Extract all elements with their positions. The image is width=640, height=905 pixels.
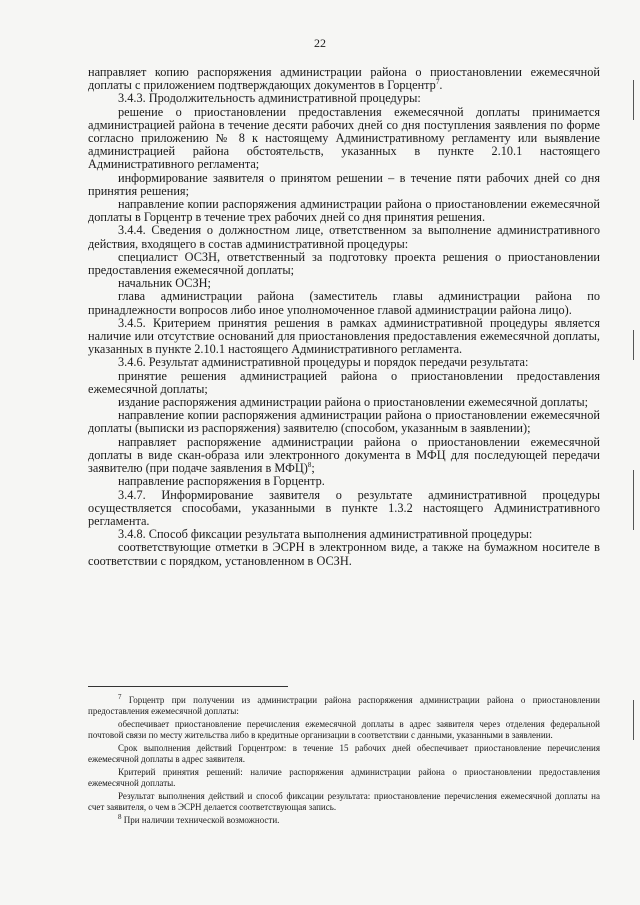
footnote-separator — [88, 686, 288, 687]
paragraph: 3.4.6. Результат административной процедуры и порядок передачи результата: — [118, 355, 529, 370]
paragraph: направляет копию распоряжения администрации района о приостановлении ежемесячной доплаты с приложением подтверждающих документов в Горцентр$^7$. — [88, 65, 600, 93]
scan-edge-mark — [633, 80, 634, 120]
footnote-marker: 7 — [118, 693, 122, 701]
paragraph: 3.4.4. Сведения о должностном лице, ответственном за выполнение административного действия, входящего в состав административной процедуры: — [88, 223, 600, 251]
paragraph: 3.4.8. Способ фиксации результата выполнения административной процедуры: — [118, 527, 533, 542]
document-body — [88, 66, 600, 568]
footnote-ref[interactable]: 7 — [435, 78, 440, 87]
footnotes — [88, 695, 600, 828]
footnote-marker: 8 — [118, 813, 122, 821]
paragraph: 3.4.5. Критерием принятия решения в рамках административной процедуры является наличие или отсутствие оснований для приостановления предоставления ежемесячной доплаты, указанных в пункте 2.10.1 настоящего Административного регламента. — [88, 315, 600, 357]
paragraph: 3.4.7. Информирование заявителя о результате административной процедуры осуществляется способами, указанными в пункте 1.3.2 настоящего Административного регламента. — [88, 487, 600, 528]
paragraph: принятие решения администрацией района о приостановлении предоставления ежемесячной доплаты; — [88, 368, 600, 396]
page-number: 22 — [314, 36, 326, 50]
footnote: $^8$ При наличии технической возможности. — [118, 813, 280, 825]
paragraph: направление распоряжения в Горцентр. — [118, 474, 325, 489]
footnote: Критерий принятия решений: наличие распоряжения администрации района о приостановлении предоставления ежемесячной доплаты. — [88, 767, 600, 788]
paragraph: начальник ОСЗН; — [118, 276, 211, 291]
paragraph: информирование заявителя о принятом решении – в течение пяти рабочих дней со дня принятия решения; — [88, 170, 600, 198]
scan-edge-mark — [633, 470, 634, 530]
paragraph: соответствующие отметки в ЭСРН в электронном виде, а также на бумажном носителе в соответствии с порядком, установленном в ОСЗН. — [88, 540, 600, 568]
paragraph: 3.4.3. Продолжительность административной процедуры: — [118, 91, 421, 106]
scan-edge-mark — [633, 330, 634, 360]
footnote: $^7$ Горцентр при получении из администрации района распоряжения администрации района о приостановлении предоставления ежемесячной доплаты: — [88, 693, 600, 716]
paragraph: направление копии распоряжения администрации района о приостановлении ежемесячной доплаты в Горцентр в течение трех рабочих дней со дня принятия решения. — [88, 197, 600, 225]
footnote: обеспечивает приостановление перечисления ежемесячной доплаты в адрес заявителя через отделения федеральной почтовой связи по месту жительства либо в кредитные организации в соответствии с данными, указанными в заявлении. — [88, 719, 600, 740]
footnote: Результат выполнения действий и способ фиксации результата: приостановление перечисления ежемесячной доплаты на счет заявителя, о чем в ЭСРН делается соответствующая запись. — [88, 791, 600, 812]
paragraph: направляет распоряжение администрации района о приостановлении ежемесячной доплаты в виде скан-образа или электронного документа в МФЦ для последующей передачи заявителю (при подаче заявления в МФЦ)$^8$; — [88, 434, 600, 476]
scan-edge-mark — [633, 700, 634, 740]
paragraph: направление копии распоряжения администрации района о приостановлении ежемесячной доплаты (выписки из распоряжения) заявителю (способом, указанным в заявлении); — [88, 408, 600, 436]
paragraph: издание распоряжения администрации района о приостановлении ежемесячной доплаты; — [118, 395, 589, 410]
paragraph: глава администрации района (заместитель главы администрации района по принадлежности вопросов либо иное уполномоченное главой администрации района лицо). — [88, 289, 600, 317]
footnote-ref[interactable]: 8 — [307, 461, 312, 469]
footnote: Срок выполнения действий Горцентром: в течение 15 рабочих дней обеспечивает приостановление перечисления ежемесячной доплаты в адрес заявителя. — [88, 743, 600, 764]
paragraph: решение о приостановлении предоставления ежемесячной доплаты принимается администрацией района в течение десяти рабочих дней со дня поступления заявления по форме согласно приложению № 8 к настоящему Административному регламенту или выявление администрацией района обстоятельств, указанных в пункте 2.10.1 настоящего Административного регламента; — [88, 104, 600, 172]
paragraph: специалист ОСЗН, ответственный за подготовку проекта решения о приостановлении предоставления ежемесячной доплаты; — [88, 249, 600, 278]
